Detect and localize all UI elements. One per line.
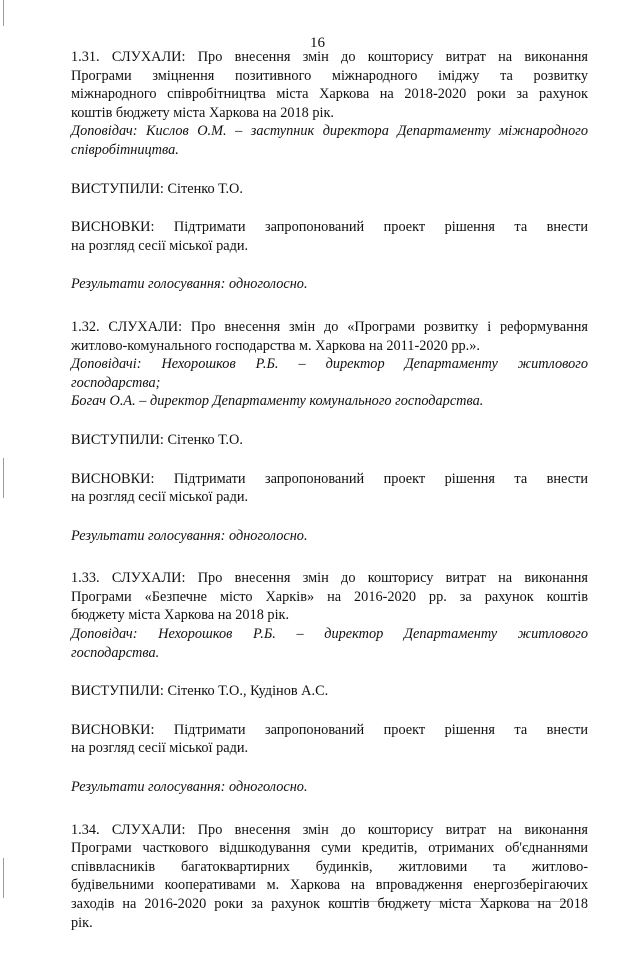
scan-edge-line-middle <box>3 458 4 498</box>
heard-line: коштiв бюджету мiста Харкова на 2018 рiк. <box>71 104 334 121</box>
heard-paragraph <box>71 48 588 122</box>
agenda-item-1-34 <box>71 821 588 933</box>
conclusions-line: на розгляд сесiї мiської ради. <box>71 489 249 506</box>
conclusions-paragraph <box>71 218 588 255</box>
reporter-line: Доповiдач: Кислов О.М. – заступник директора Департаменту мiжнародного <box>71 123 588 140</box>
heard-line: 1.31. СЛУХАЛИ: Про внесення змін до кошторису витрат на виконання <box>71 49 588 65</box>
heard-paragraph <box>71 569 588 625</box>
conclusions-paragraph <box>71 721 588 758</box>
heard-paragraph <box>71 821 588 933</box>
conclusions-line: ВИСНОВКИ: Пiдтримати запропонований проект рiшення та внести <box>71 219 588 236</box>
heard-line: Програми «Безпечне мiсто Харкiв» на 2016-2020 рр. за рахунок коштiв <box>71 588 588 605</box>
conclusions-paragraph <box>71 470 588 507</box>
minutes-content <box>71 48 588 956</box>
heard-line: 1.33. СЛУХАЛИ: Про внесення змiн до кошторису витрат на виконання <box>71 570 588 587</box>
heard-line: житлово-комунального господарства м. Харкова на 2011-2020 рр.». <box>71 337 480 354</box>
spoke-paragraph: ВИСТУПИЛИ: Сiтенко Т.О. <box>71 431 243 448</box>
reporter-line: господарства. <box>71 644 160 661</box>
reporter-line: Доповiдач: Нехорошков Р.Б. – директор Департаменту житлового <box>71 626 588 643</box>
voting-result: Результати голосування: одноголосно. <box>71 779 308 796</box>
heard-line: спiввласникiв багатоквартирних будинкiв, житловими та житлово- <box>71 858 588 875</box>
scan-edge-line-top <box>3 0 4 26</box>
voting-result: Результати голосування: одноголосно. <box>71 527 308 544</box>
heard-line: заходiв на 2016-2020 роки за рахунок коштiв бюджету мiста Харкова на 2018 <box>71 896 588 912</box>
heard-line: 1.34. СЛУХАЛИ: Про внесення змiн до кошторису витрат на виконання <box>71 821 588 838</box>
spoke-paragraph: ВИСТУПИЛИ: Сiтенко Т.О., Кудiнов А.С. <box>71 683 329 700</box>
conclusions-line: ВИСНОВКИ: Пiдтримати запропонований проект рiшення та внести <box>71 721 588 738</box>
reporter-line: спiвробiтництва. <box>71 141 179 158</box>
reporter-paragraph <box>71 625 588 662</box>
page-number: 16 <box>310 35 325 51</box>
heard-line: 1.32. СЛУХАЛИ: Про внесення змiн до «Програми розвитку i реформування <box>71 318 588 335</box>
heard-paragraph <box>71 318 588 355</box>
heard-line: Програми часткового вiдшкодування суми кредитiв, отриманих об'єднаннями <box>71 840 588 857</box>
reporter-paragraph <box>71 122 588 159</box>
reporter-line: господарства; <box>71 374 161 391</box>
voting-result: Результати голосування: одноголосно. <box>71 276 308 293</box>
heard-line: бюджету мiста Харкова на 2018 рiк. <box>71 607 290 624</box>
agenda-item-1-32 <box>71 318 588 545</box>
reporter-line: Доповiдачi: Нехорошков Р.Б. – директор Департаменту житлового <box>71 356 588 373</box>
conclusions-line: ВИСНОВКИ: Пiдтримати запропонований проект рiшення та внести <box>71 470 588 487</box>
spoke-paragraph: ВИСТУПИЛИ: Сiтенко Т.О. <box>71 180 243 197</box>
agenda-item-1-31 <box>71 48 588 294</box>
heard-line: Програми змiцнення позитивного мiжнародного iмiджу та розвитку <box>71 67 588 84</box>
heard-line: рiк. <box>71 914 93 931</box>
heard-line: будiвельними кооперативами м. Харкова на впровадження енергозберiгаючих <box>71 877 588 894</box>
conclusions-line: на розгляд сесiї мiської ради. <box>71 237 249 254</box>
heard-line: мiжнародного спiвробiтництва мiста Харкова на 2018-2020 роки за рахунок <box>71 86 588 103</box>
scan-edge-line-bottom <box>3 858 4 898</box>
reporter-line: Богач О.А. – директор Департаменту комунального господарства. <box>71 393 484 410</box>
conclusions-line: на розгляд сесiї мiської ради. <box>71 740 249 757</box>
agenda-item-1-33 <box>71 569 588 796</box>
reporter-paragraph <box>71 355 588 411</box>
